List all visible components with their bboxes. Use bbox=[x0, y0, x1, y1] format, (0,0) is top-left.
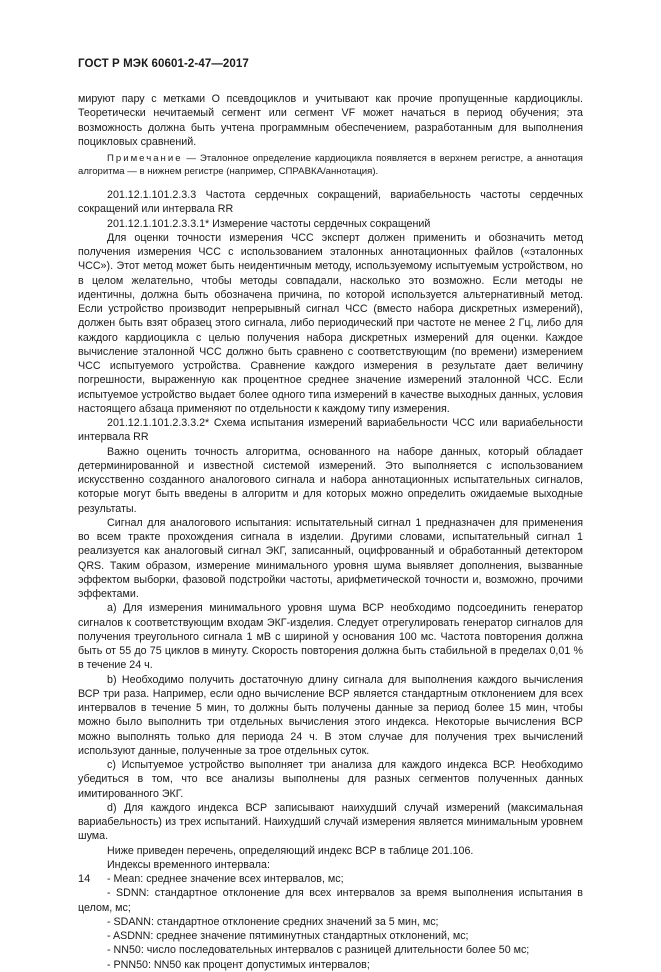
note-label: Примечание bbox=[107, 153, 183, 164]
document-header: ГОСТ Р МЭК 60601-2-47—2017 bbox=[78, 58, 249, 70]
paragraph-algorithm-accuracy: Важно оценить точность алгоритма, основанного на наборе данных, который обладает детерминированной и известной системой измерений. Это выполняется с использованием искусственно созданного аналогового сигнала и набора аннотационных испытательных сигналов, которые могут быть введены в алгоритм и для которых можно определить ожидаемые выходные результаты. bbox=[78, 445, 583, 515]
paragraph-index-list-intro: Ниже приведен перечень, определяющий индекс ВСР в таблице 201.106. bbox=[107, 844, 474, 857]
section-heading-hr-variability: 201.12.1.101.2.3.3 Частота сердечных сокращений, вариабельность частоты сердечных сокращений или интервала RR bbox=[78, 189, 583, 216]
index-item-nn50: - NN50: число последовательных интервалов с разницей длительности более 50 мс; bbox=[107, 944, 530, 957]
paragraph-continuation: мируют пару с метками О псевдоциклов и учитывают как прочие пропущенные кардиоциклы. Теоретически нечитаемый сегмент или сегмент VF может начаться в период обучения; эта возможность должна быть учтена программным обеспечением, разработанным для выполнения поцикловых сравнений. bbox=[78, 93, 583, 148]
paragraph-analog-test-signal: Сигнал для аналогового испытания: испытательный сигнал 1 предназначен для применения во всем тракте прохождения сигнала в изделии. Другими словами, испытательный сигнал 1 реализуется как аналоговый сигнал ЭКГ, записанный, оцифрованный и обработанный детектором QRS. Таким образом, измерение минимального уровня шума выявляет дополнения, вызванные эффектом выборки, фазовой подстройки частоты, арифметической точности и, возможно, прочими эффектами. bbox=[78, 516, 583, 600]
index-item-pnn50: - PNN50: NN50 как процент допустимых интервалов; bbox=[107, 958, 370, 971]
page-number: 14 bbox=[78, 873, 91, 885]
paragraph-time-indices: Индексы временного интервала: bbox=[107, 858, 270, 871]
index-item-mean: - Mean: среднее значение всех интервалов, мс; bbox=[107, 873, 344, 885]
index-item-sdann: - SDANN: стандартное отклонение средних значений за 5 мин, мс; bbox=[107, 915, 439, 928]
section-heading-hr-measurement: 201.12.1.101.2.3.3.1* Измерение частоты сердечных сокращений bbox=[107, 217, 431, 230]
index-item-asdnn: - ASDNN: среднее значение пятиминутных стандартных отклонений, мс; bbox=[107, 930, 469, 942]
note bbox=[78, 152, 583, 178]
list-item-c: c) Испытуемое устройство выполняет три анализа для каждого индекса ВСР. Необходимо убедиться в том, что все анализы выполнены для разных сегментов полученных данных имитированного ЭКГ. bbox=[78, 759, 583, 800]
list-item-b: b) Необходимо получить достаточную длину сигнала для выполнения каждого вычисления ВСР три раза. Например, если одно вычисление ВСР является стандартным отклонением для всех интервалов в течение 5 мин, то должны быть получены данные за период более 15 мин, чтобы можно было выполнить три отдельных вычисления этого индекса. Некоторые вычисления ВСР можно выполнять только для периода 24 ч. В этом случае для получения трех вычислений используют данные, полученные за трое отдельных суток. bbox=[78, 673, 583, 757]
paragraph-hr-accuracy: Для оценки точности измерения ЧСС эксперт должен применить и обозначить метод получения измерения ЧСС с использованием эталонных аннотационных файлов («эталонных ЧСС»). Этот метод может быть неидентичным методу, используемому испытуемым устройством, но в целом желательно, чтобы методы совпадали, насколько это возможно. Если методы не идентичны, должна быть обозначена причина, по которой используется альтернативный метод. Если устройство производит непрерывный сигнал ЧСС (вместо набора дискретных измерений), должен быть взят образец этого сигнала, либо периодический при частоте не менее 2 Гц, либо для каждого кардиоцикла с целью получения набора дискретных измерений для оценки. Каждое вычисление эталонной ЧСС должно быть сравнено с соответствующим (по времени) измерением ЧСС испытуемого устройства. Сравнение каждого измерения в результате дает величину погрешности, выраженную как процентное среднее значение измерений эталонной ЧСС. Если испытуемое устройство выдает более одного типа измерений в качестве выходных данных, условия настоящего абзаца применяют по отдельности к каждому типу измерения. bbox=[78, 231, 583, 415]
index-item-sdnn: - SDNN: стандартное отклонение для всех интервалов за время выполнения испытания в целом, мс; bbox=[78, 887, 583, 914]
list-item-a: a) Для измерения минимального уровня шума ВСР необходимо подсоединить генератор сигналов к соответствующим входам ЭКГ-изделия. Следует отрегулировать генератор сигналов для получения треугольного сигнала 1 мВ с шириной у основания 100 мс. Частота повторения должна быть от 55 до 75 циклов в минуту. Скорость повторения должна быть стабильной в пределах 0,01 % в течение 24 ч. bbox=[78, 602, 583, 672]
list-item-d: d) Для каждого индекса ВСР записывают наихудший случай измерений (максимальная вариабельность) из трех испытаний. Наихудший случай измерения является минимальным уровнем шума. bbox=[78, 801, 583, 843]
section-heading-hrv-test: 201.12.1.101.2.3.3.2* Схема испытания измерений вариабельности ЧСС или вариабельности интервала RR bbox=[78, 417, 583, 444]
note-text: — Эталонное определение кардиоцикла появляется в верхнем регистре, а аннотация алгоритма — в нижнем регистре (например, СПРАВКА/аннотация). bbox=[78, 153, 583, 177]
document-body bbox=[78, 92, 583, 972]
